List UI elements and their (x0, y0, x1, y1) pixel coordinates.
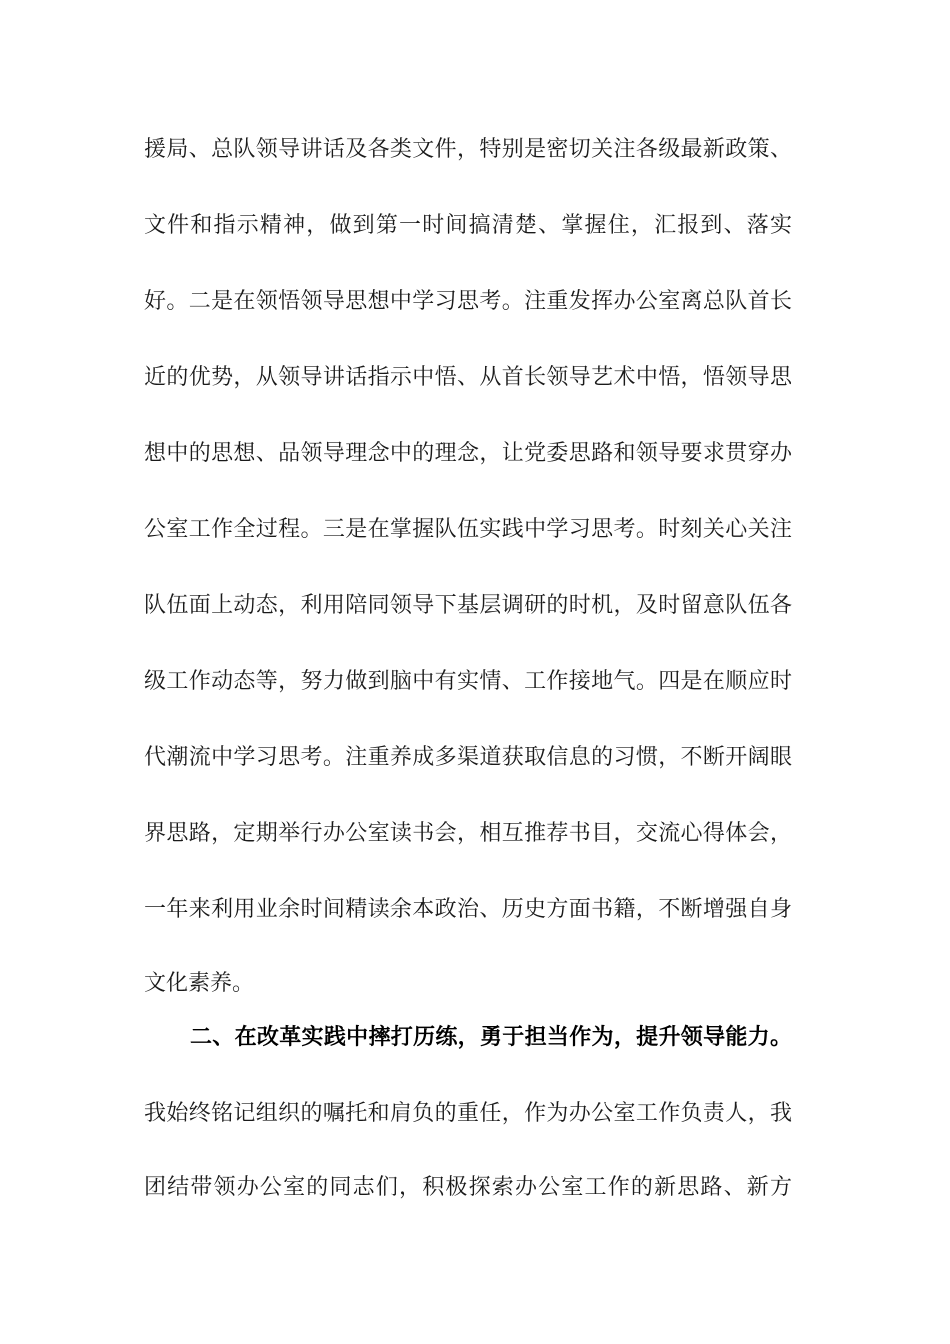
body-text-line: 近的优势，从领导讲话指示中悟、从首长领导艺术中悟，悟领导思 (144, 365, 792, 390)
body-text-line: 想中的思想、品领导理念中的理念，让党委思路和领导要求贯穿办 (144, 441, 792, 466)
body-text-line: 代潮流中学习思考。注重养成多渠道获取信息的习惯，不断开阔眼 (144, 745, 792, 770)
body-text-line: 队伍面上动态，利用陪同领导下基层调研的时机，及时留意队伍各 (144, 593, 792, 618)
body-text-line: 一年来利用业余时间精读余本政治、历史方面书籍，不断增强自身 (144, 897, 792, 922)
section-heading: 二、在改革实践中摔打历练，勇于担当作为，提升领导能力。 (190, 1025, 792, 1050)
body-text-line: 好。二是在领悟领导思想中学习思考。注重发挥办公室离总队首长 (144, 289, 792, 314)
body-text-line: 界思路，定期举行办公室读书会，相互推荐书目，交流心得体会， (144, 821, 792, 846)
body-text-line: 级工作动态等，努力做到脑中有实情、工作接地气。四是在顺应时 (144, 669, 792, 694)
body-text-line: 文件和指示精神，做到第一时间搞清楚、掌握住，汇报到、落实 (144, 213, 792, 238)
body-text-line: 我始终铭记组织的嘱托和肩负的重任，作为办公室工作负责人，我 (144, 1101, 792, 1126)
body-text-line: 文化素养。 (144, 971, 255, 996)
body-text-line: 团结带领办公室的同志们，积极探索办公室工作的新思路、新方 (144, 1175, 792, 1200)
body-text-line: 公室工作全过程。三是在掌握队伍实践中学习思考。时刻关心关注 (144, 517, 792, 542)
body-text-line: 援局、总队领导讲话及各类文件，特别是密切关注各级最新政策、 (144, 137, 792, 162)
